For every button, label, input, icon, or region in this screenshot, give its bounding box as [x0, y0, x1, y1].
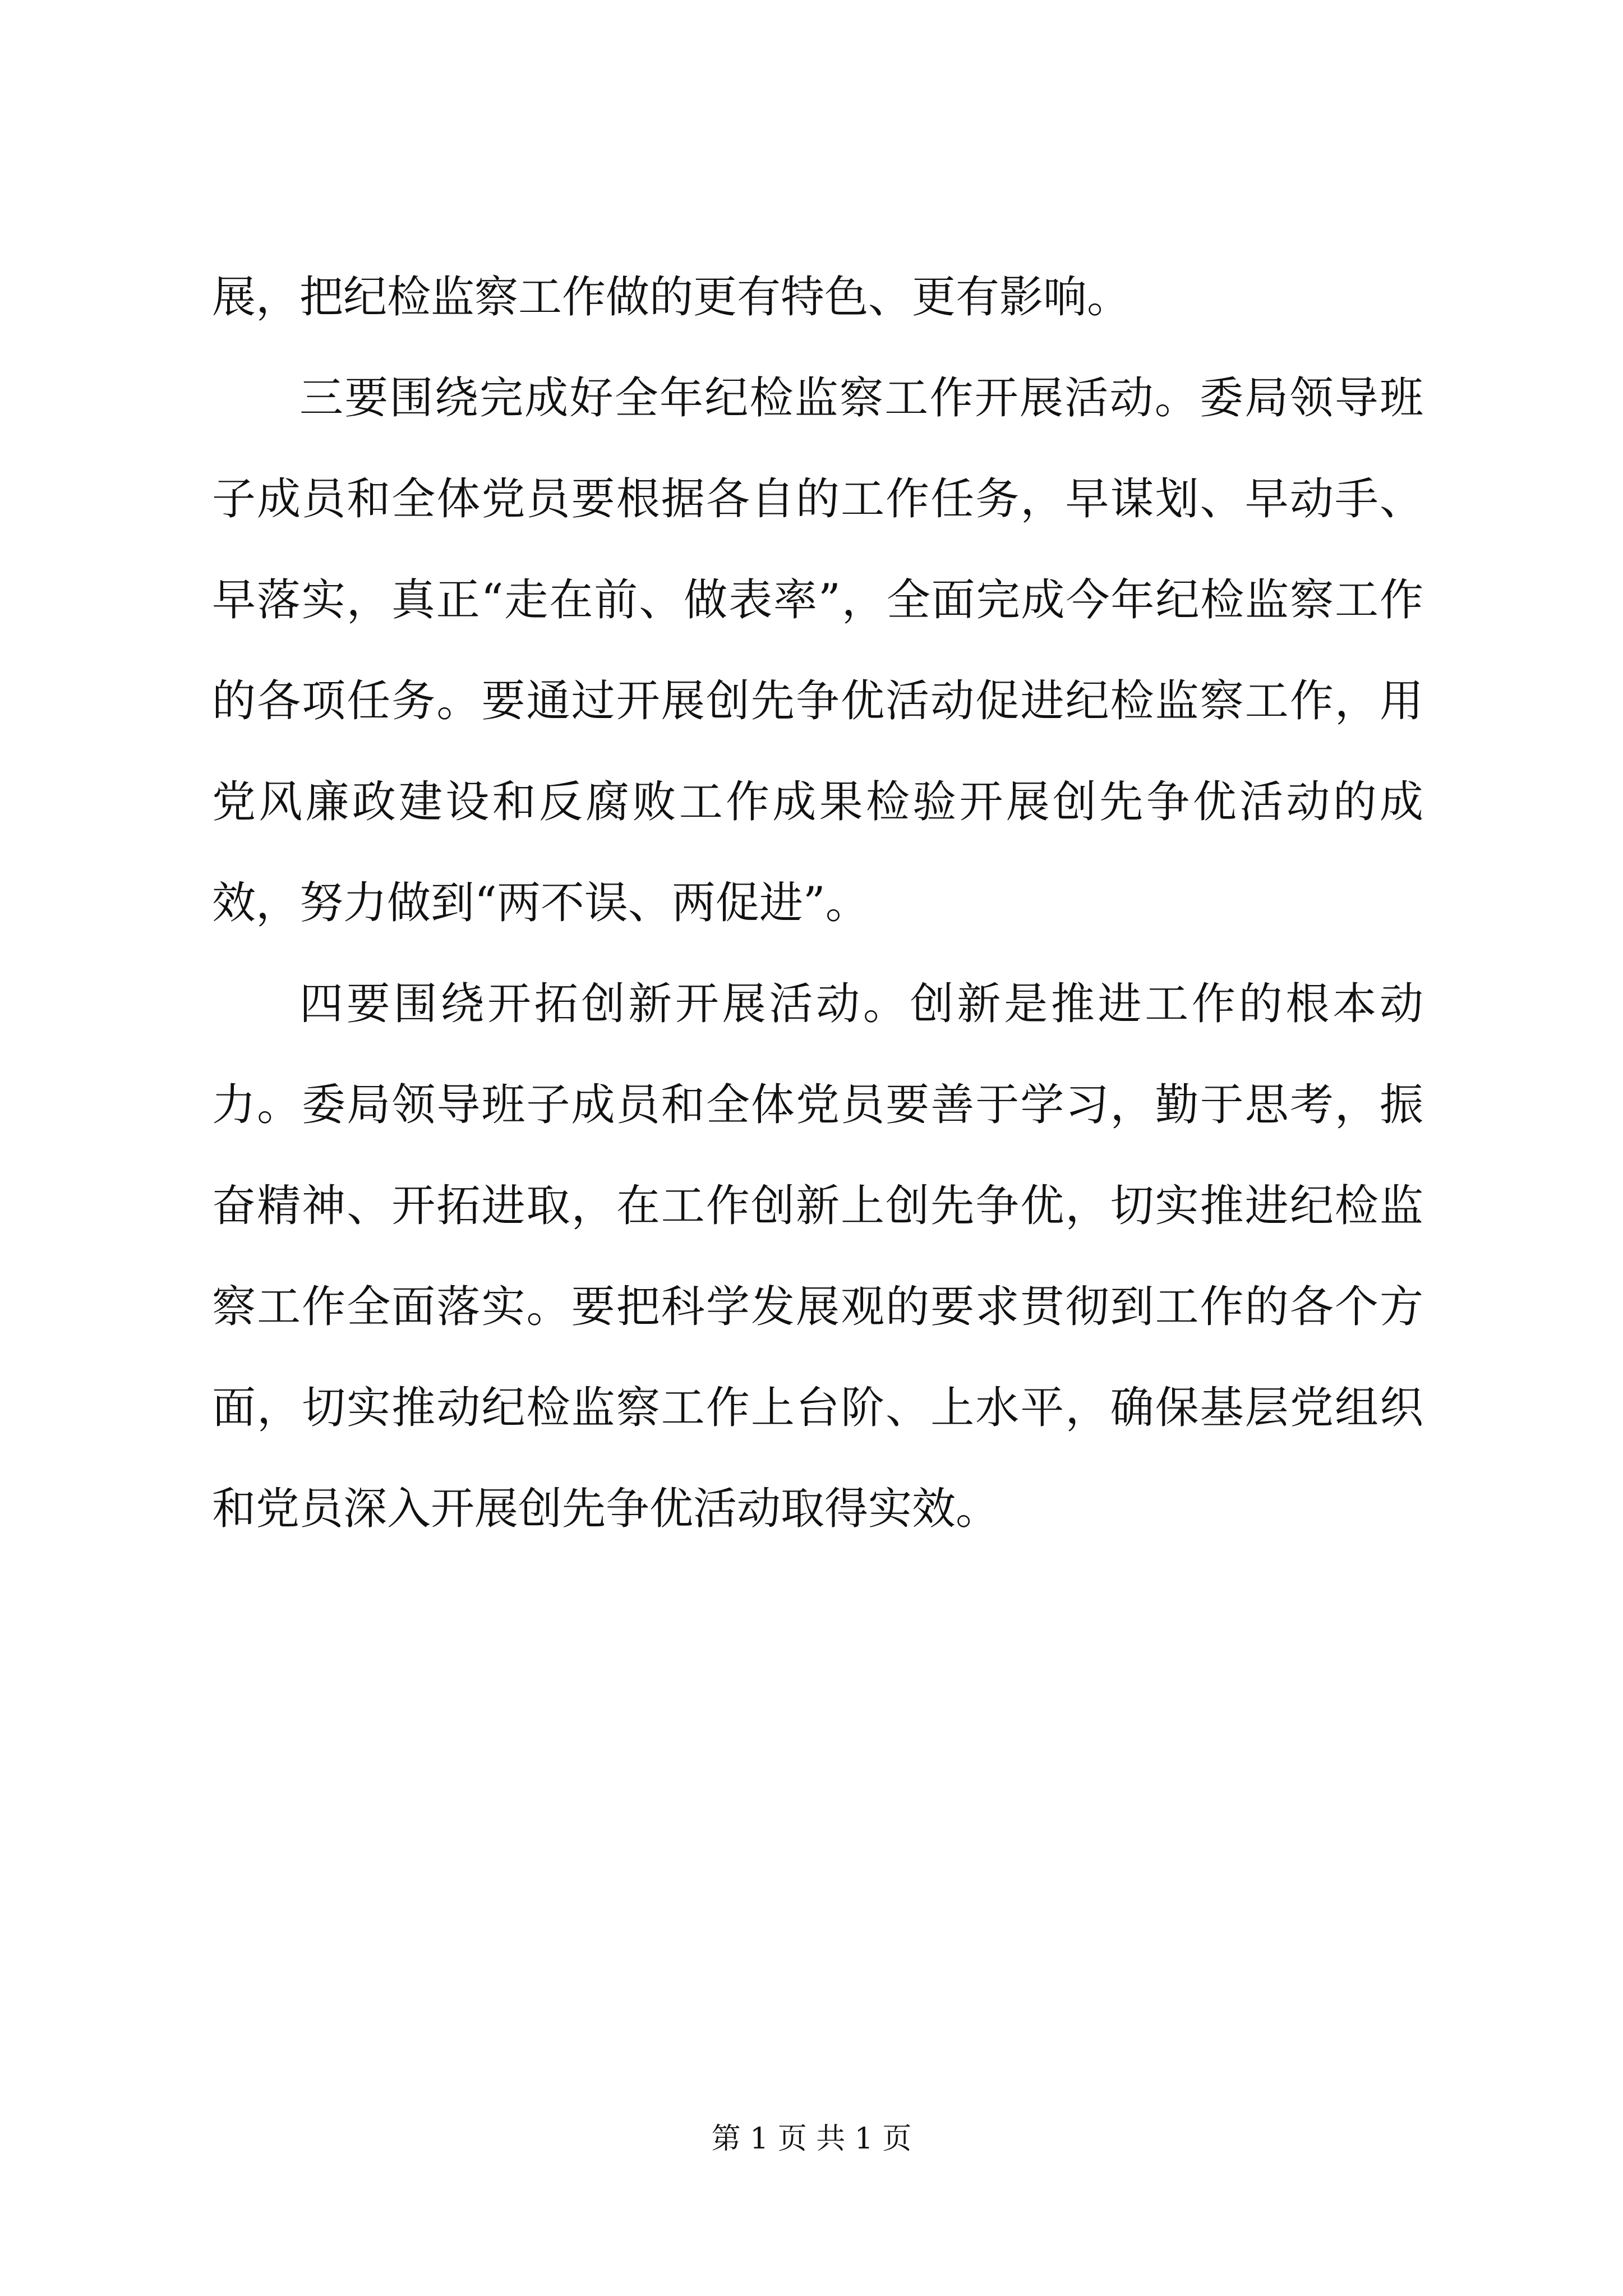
- page-footer: [0, 2115, 1623, 2157]
- paragraph-four: 四要围绕开拓创新开展活动。创新是推进工作的根本动力。委局领导班子成员和全体党员要善于学习，勤于思考，振奋精神、开拓进取，在工作创新上创先争优，切实推进纪检监察工作全面落实。要把科学发展观的要求贯彻到工作的各个方面，切实推动纪检监察工作上台阶、上水平，确保基层党组织和党员深入开展创先争优活动取得实效。: [212, 979, 1423, 1534]
- document-body: [212, 247, 1423, 1559]
- paragraph-continuation: 展，把纪检监察工作做的更有特色、更有影响。: [212, 272, 1131, 323]
- page-number-label: 第 1 页 共 1 页: [711, 2122, 912, 2156]
- paragraph-three: 三要围绕完成好全年纪检监察工作开展活动。委局领导班子成员和全体党员要根据各自的工作任务，早谋划、早动手、早落实，真正“走在前、做表率”，全面完成今年纪检监察工作的各项任务。要通过开展创先争优活动促进纪检监察工作，用党风廉政建设和反腐败工作成果检验开展创先争优活动的成效，努力做到“两不误、两促进”。: [212, 373, 1423, 928]
